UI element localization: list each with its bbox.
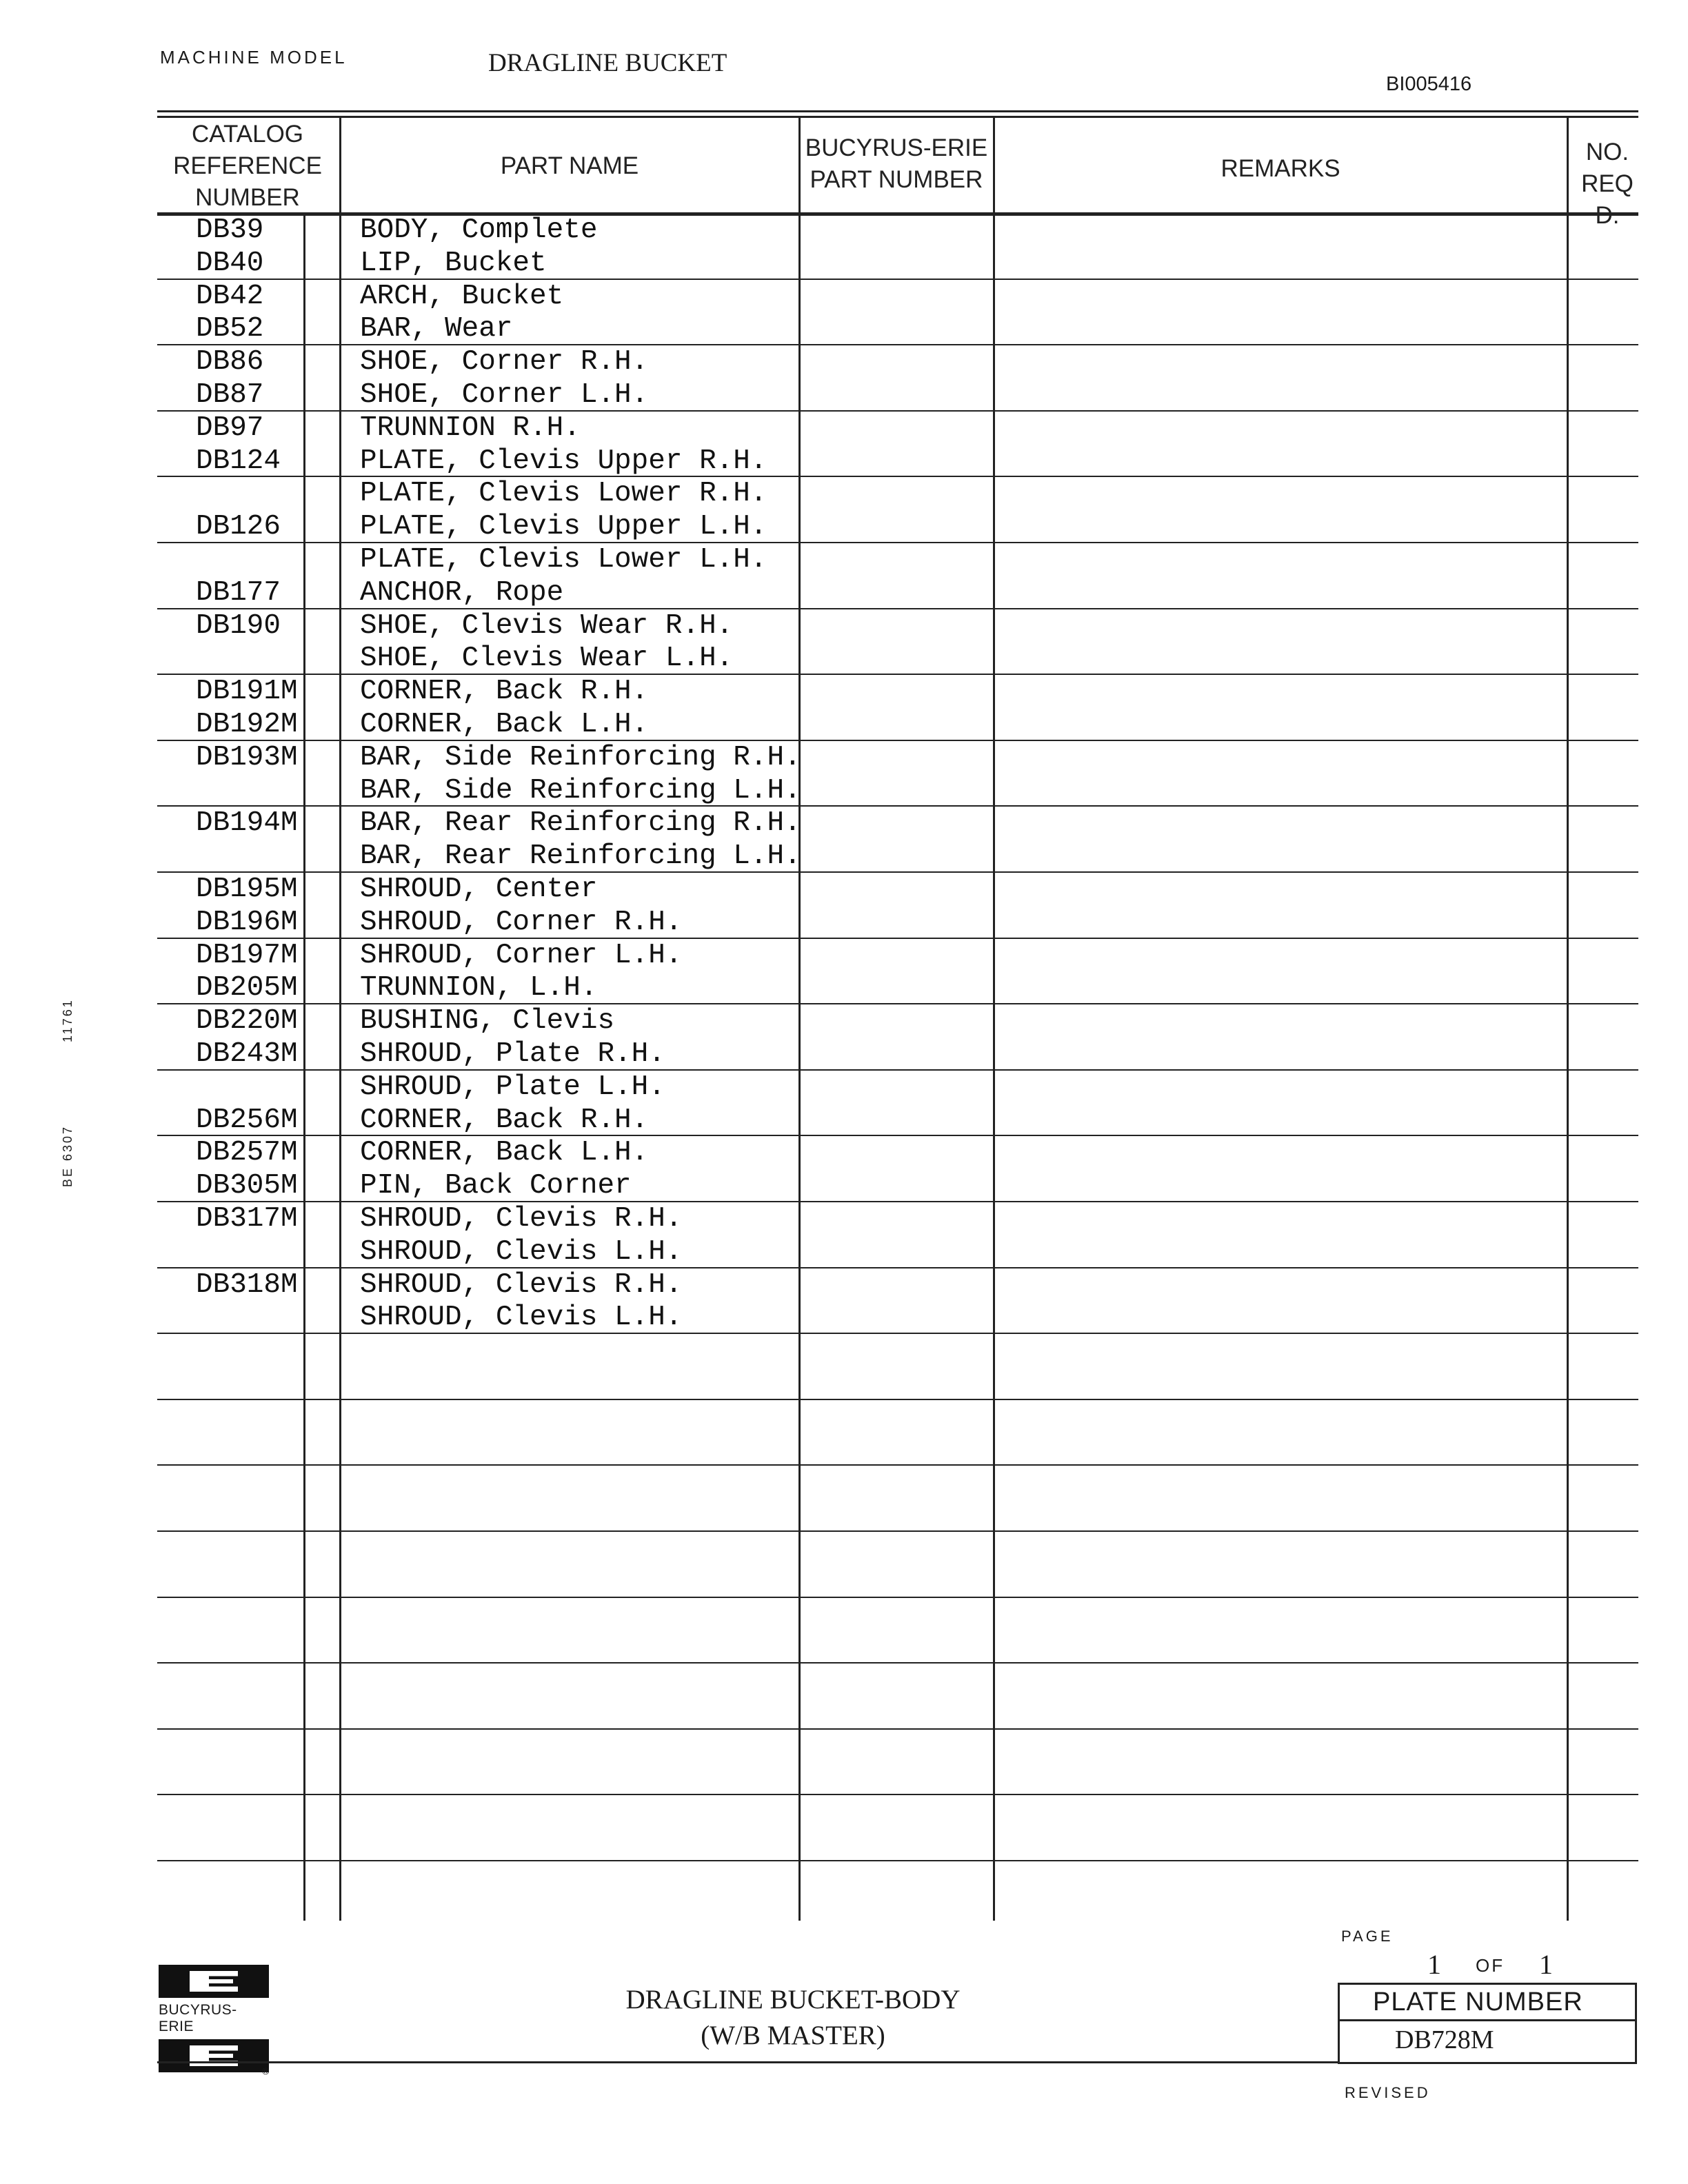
footer-title-line: DRAGLINE BUCKET-BODY (625, 1985, 961, 2014)
part-name-cell: SHROUD, Plate R.H. (360, 1038, 665, 1070)
col-rule (798, 116, 801, 1921)
part-name-cell: PLATE, Clevis Upper R.H. (360, 445, 767, 477)
machine-model-value: DRAGLINE BUCKET (488, 49, 727, 77)
page-total: 1 (1539, 1949, 1553, 1980)
header-be-part-number (800, 132, 993, 196)
row-rule (157, 1399, 1638, 1400)
part-name-cell: BUSHING, Clevis (360, 1005, 615, 1038)
page-label: PAGE (1341, 1928, 1394, 1945)
part-name-cell: CORNER, Back L.H. (360, 1137, 649, 1169)
header-line: REMARKS (1220, 155, 1340, 182)
plate-number-box (1338, 1983, 1637, 2064)
row-rule (157, 1728, 1638, 1730)
catalog-ref-cell: DB243M (196, 1038, 298, 1070)
plate-number-value: DB728M (1395, 2025, 1494, 2054)
part-name-cell: SHROUD, Corner L.H. (360, 939, 683, 971)
catalog-ref-cell: DB52 (196, 313, 264, 345)
row-rule (157, 1530, 1638, 1532)
footer-rule (157, 2061, 1338, 2063)
col-rule (1567, 116, 1569, 1921)
part-name-cell: CORNER, Back R.H. (360, 1104, 649, 1136)
table-top-rule (157, 110, 1638, 112)
part-name-cell: BAR, Rear Reinforcing L.H. (360, 840, 801, 873)
plate-number-label: PLATE NUMBER (1373, 1988, 1583, 2016)
part-name-cell: PLATE, Clevis Upper L.H. (360, 511, 767, 543)
part-name-cell: PLATE, Clevis Lower L.H. (360, 544, 767, 576)
part-name-cell: SHOE, Clevis Wear R.H. (360, 609, 734, 642)
part-name-cell: SHROUD, Clevis L.H. (360, 1302, 683, 1334)
col-rule (303, 215, 305, 1921)
header-line: PART NAME (500, 152, 639, 179)
catalog-ref-cell: DB196M (196, 906, 298, 938)
part-name-cell: SHOE, Clevis Wear L.H. (360, 643, 734, 675)
logo-b-icon (159, 1965, 269, 1998)
part-name-cell: BAR, Side Reinforcing L.H. (360, 774, 801, 807)
part-name-cell: CORNER, Back L.H. (360, 709, 649, 740)
part-name-cell: CORNER, Back R.H. (360, 676, 649, 708)
company-logo (159, 1965, 269, 2072)
part-name-cell: BAR, Rear Reinforcing R.H. (360, 807, 801, 840)
header-line: REQ D. (1581, 170, 1634, 229)
catalog-ref-cell: DB39 (196, 214, 264, 246)
document-id: BI005416 (1386, 73, 1472, 95)
catalog-ref-cell: DB195M (196, 873, 298, 905)
revised-label: REVISED (1345, 2084, 1431, 2101)
part-name-cell: SHOE, Corner R.H. (360, 346, 649, 378)
header-line: PART NUMBER (810, 166, 983, 193)
catalog-ref-cell: DB220M (196, 1005, 298, 1038)
col-rule (993, 116, 995, 1921)
header-qty (1568, 136, 1647, 232)
part-name-cell: LIP, Bucket (360, 247, 547, 279)
part-name-cell: SHROUD, Clevis L.H. (360, 1235, 683, 1268)
header-line: BUCYRUS-ERIE (805, 134, 988, 161)
part-name-cell: TRUNNION, L.H. (360, 972, 598, 1004)
catalog-ref-cell: DB190 (196, 609, 281, 642)
plate-divider (1340, 2019, 1635, 2021)
row-rule (157, 1794, 1638, 1795)
catalog-ref-cell: DB126 (196, 511, 281, 543)
part-name-cell: SHROUD, Plate L.H. (360, 1071, 665, 1103)
row-rule (157, 1662, 1638, 1664)
catalog-ref-cell: DB40 (196, 247, 264, 279)
header-line: CATALOG (191, 121, 304, 148)
part-name-cell: SHOE, Corner L.H. (360, 379, 649, 411)
part-name-cell: SHROUD, Clevis R.H. (360, 1203, 683, 1235)
row-rule (157, 1860, 1638, 1861)
catalog-ref-cell: DB305M (196, 1170, 298, 1202)
catalog-ref-cell: DB318M (196, 1268, 298, 1301)
header-remarks (994, 153, 1567, 185)
header-catalog-reference (157, 119, 338, 214)
catalog-ref-cell: DB86 (196, 346, 264, 378)
header-part-name (341, 150, 798, 182)
page-of: OF (1476, 1955, 1505, 1976)
margin-form-code: 11761 (61, 998, 74, 1042)
part-name-cell: BAR, Wear (360, 313, 513, 345)
part-name-cell: SHROUD, Clevis R.H. (360, 1268, 683, 1301)
part-name-cell: TRUNNION R.H. (360, 412, 581, 444)
catalog-ref-cell: DB124 (196, 445, 281, 477)
page-number: 1 (1427, 1949, 1441, 1980)
catalog-ref-cell: DB192M (196, 709, 298, 740)
part-name-cell: BAR, Side Reinforcing R.H. (360, 741, 801, 774)
row-rule (157, 1464, 1638, 1466)
col-rule (339, 116, 341, 1921)
part-name-cell: PLATE, Clevis Lower R.H. (360, 478, 767, 510)
catalog-ref-cell: DB191M (196, 676, 298, 708)
part-name-cell: BODY, Complete (360, 214, 598, 246)
catalog-ref-cell: DB177 (196, 576, 281, 609)
header-line: REFERENCE (173, 152, 322, 179)
catalog-ref-cell: DB257M (196, 1137, 298, 1169)
row-rule (157, 1597, 1638, 1598)
footer-title (552, 1982, 1034, 2054)
registered-mark: ® (262, 2065, 270, 2076)
catalog-ref-cell: DB87 (196, 379, 264, 411)
machine-model-label: MACHINE MODEL (160, 47, 348, 68)
part-name-cell: PIN, Back Corner (360, 1170, 632, 1202)
catalog-ref-cell: DB193M (196, 741, 298, 774)
catalog-ref-cell: DB197M (196, 939, 298, 971)
catalog-ref-cell: DB317M (196, 1203, 298, 1235)
catalog-ref-cell: DB194M (196, 807, 298, 840)
margin-form-number: BE 6307 (61, 1124, 74, 1187)
catalog-ref-cell: DB97 (196, 412, 264, 444)
catalog-ref-cell: DB256M (196, 1104, 298, 1136)
part-name-cell: ANCHOR, Rope (360, 576, 564, 609)
header-line: NUMBER (195, 184, 300, 211)
logo-text: BUCYRUS-ERIE (159, 2002, 237, 2034)
catalog-ref-cell: DB205M (196, 972, 298, 1004)
part-name-cell: SHROUD, Corner R.H. (360, 906, 683, 938)
footer-title-line: (W/B MASTER) (701, 2021, 885, 2050)
part-name-cell: SHROUD, Center (360, 873, 598, 905)
logo-e-icon (159, 2039, 269, 2072)
part-name-cell: ARCH, Bucket (360, 280, 564, 312)
table-top-rule (157, 116, 1638, 118)
catalog-ref-cell: DB42 (196, 280, 264, 312)
header-line: NO. (1585, 139, 1629, 165)
